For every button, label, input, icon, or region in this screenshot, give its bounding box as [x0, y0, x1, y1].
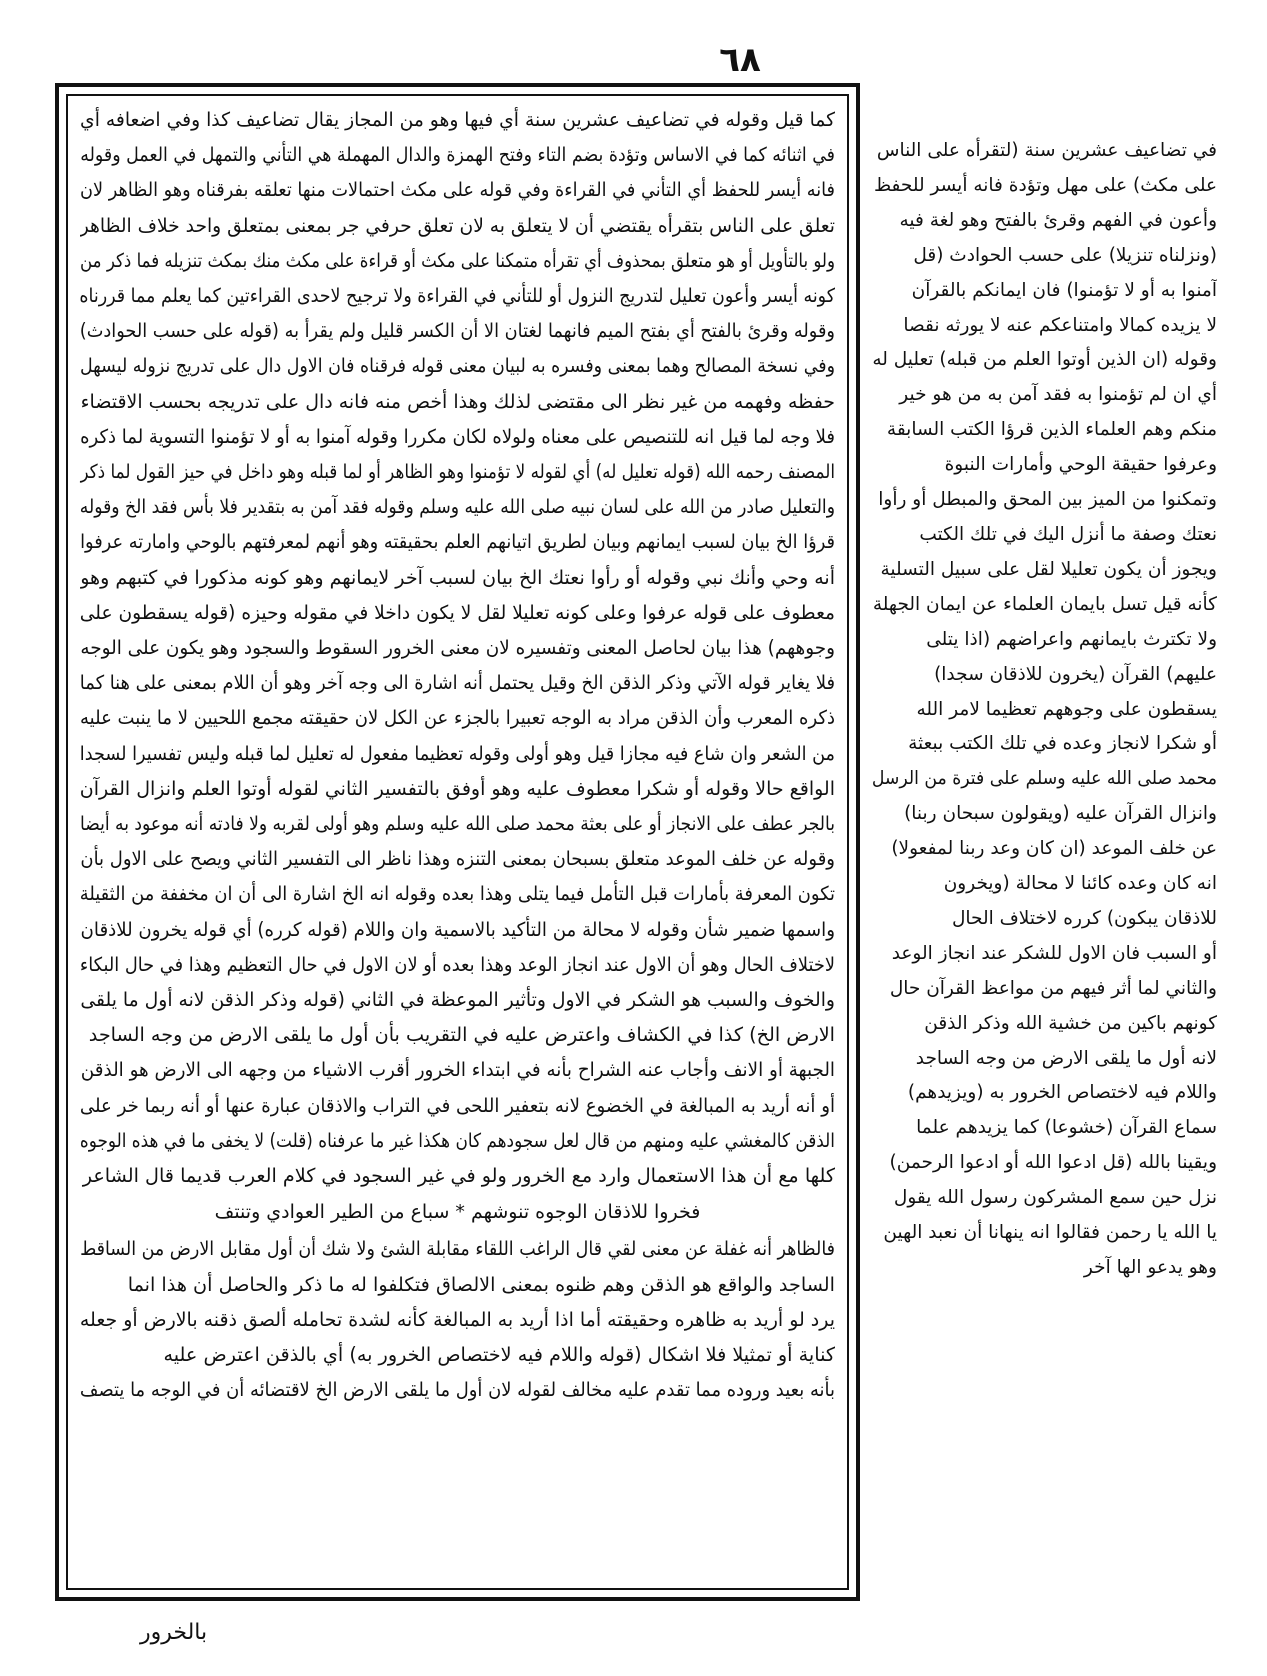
margin-line: واللام فيه لاختصاص الخرور به (ويزيدهم)	[907, 1082, 1217, 1104]
text-line: كونه أيسر وأعون تعليل لتدريج النزول أو للتأني في القراءة ولا ترجيح لاحدى القراءتين كما يعلم مما قررناه	[79, 284, 835, 308]
text-line: يرد لو أريد به ظاهره وحقيقته أما اذا أريد به المبالغة كأنه لشدة تحامله ألصق ذقنه بالارض أو جعله	[80, 1307, 835, 1331]
text-line: الذقن كالمغشي عليه ومنهم من قال لعل سجودهم كان هكذا غير ما عرفناه (قلت) لا يخفى ما في هذه الوجوه	[79, 1128, 835, 1152]
margin-line: والثاني لما أثر فيهم من مواعظ القرآن حال	[889, 977, 1217, 999]
text-line: فالظاهر أنه غفلة عن معنى لقي قال الراغب اللقاء مقابلة الشئ ولا شك أن أول مقابل الارض من الساقط	[80, 1237, 835, 1261]
margin-line: يا الله يا رحمن فقالوا انه ينهانا أن نعبد الهين	[883, 1222, 1217, 1244]
text-line: كما قيل وقوله في تضاعيف عشرين سنة أي فيها وهو من المجاز يقال تضاعيف كذا وفي اضعافه أي	[80, 108, 835, 131]
text-line: الجبهة أو الانف وأجاب عنه الشراح بأنه في ابتداء الخرور أقرب الاشياء من وجهه الى الارض هو الذقن	[80, 1058, 835, 1082]
margin-base-text	[872, 134, 1217, 1464]
text-line: واسمها ضمير شأن وقوله لا محالة من التأكيد بالاسمية وان واللام (قوله كرره) أي قوله يخرون للاذقان	[80, 917, 835, 941]
margin-line: منكم وهم العلماء الذين قرؤا الكتب السابقة	[886, 419, 1217, 441]
text-line: ولو بالتأويل أو هو متعلق بمحذوف أي تقرأه متمكنا على مكث أو قراءة على مكث منك بمكث تنزيله فما ذكر من	[80, 248, 835, 272]
catchword: بالخرور	[140, 1620, 208, 1645]
text-line: وفي نسخة المصالح وهما بمعنى وفسره به لبيان معنى قوله فرقناه فان الاول دال على تدريج نزوله ليسهل	[80, 354, 835, 378]
text-line: وجوههم) هذا بيان لحاصل المعنى وتفسيره لان معنى الخرور السقوط والسجود وهو يكون على الوجه	[80, 636, 835, 660]
margin-line: كونهم باكين من خشية الله وذكر الذقن	[924, 1012, 1217, 1034]
margin-line: عن خلف الموعد (ان كان وعد ربنا لمفعولا)	[891, 838, 1217, 860]
text-line: في اثنائه كما في الاساس وتؤدة بضم التاء وفتح الهمزة والدال المهملة هي التأني والتمهل في العمل وقوله	[80, 143, 835, 167]
margin-line: وانزال القرآن عليه (ويقولون سبحان ربنا)	[904, 803, 1217, 825]
text-line: وقوله وقرئ بالفتح أي بفتح الميم فانهما لغتان الا أن الكسر قليل ولم يقرأ به (قوله على حسب الحوادث)	[80, 319, 835, 343]
margin-line: للاذقان يبكون) كرره لاختلاف الحال	[951, 907, 1217, 929]
margin-line: وتمكنوا من الميز بين المحق والمبطل أو رأوا	[878, 489, 1217, 511]
main-commentary-text-continued	[80, 1231, 835, 1407]
margin-line: كأنه قيل تسل بايمان العلماء عن ايمان الجهلة	[872, 593, 1217, 615]
margin-line: أو السبب فان الاول للشكر عند انجاز الوعد	[891, 942, 1217, 964]
text-line: الارض الخ) كذا في الكشاف واعترض عليه في التقريب بأن أول ما يلقى الارض من وجه الساجد	[88, 1023, 835, 1047]
margin-line: (ونزلناه تنزيلا) على حسب الحوادث (قل	[913, 244, 1217, 266]
text-line: الواقع حالا وقوله أو شكرا معطوف عليه وهو أوفق بالتفسير الثاني لقوله أوتوا العلم وانزال القرآن	[79, 776, 835, 800]
margin-line: ولا تكترث بايمانهم واعراضهم (اذا يتلى	[926, 628, 1217, 650]
margin-line: نزل حين سمع المشركون رسول الله يقول	[893, 1187, 1217, 1209]
margin-line: محمد صلى الله عليه وسلم على فترة من الرسل	[872, 768, 1217, 790]
text-line: فلا يغاير قوله الآتي وذكر الذقن الخ وقيل يحتمل أنه اشارة الى وجه آخر وهو أن اللام بمعنى على هنا كما	[79, 671, 835, 695]
margin-line: آمنوا به أو لا تؤمنوا) فان ايمانكم بالقرآن	[911, 279, 1217, 301]
text-line: الساجد والواقع هو الذقن وهم ظنوه بمعنى الالصاق فتكلفوا له ما ذكر والحاصل أن هذا انما	[127, 1272, 835, 1296]
margin-line: سماع القرآن (خشوعا) كما يزيدهم علما	[916, 1117, 1217, 1139]
text-line: كلها مع أن هذا الاستعمال وارد مع الخرور ولو في غير السجود في كلام العرب قديما قال الشاعر	[82, 1164, 835, 1188]
main-commentary-text	[80, 102, 835, 1193]
text-line: فانه أيسر للحفظ أي التأني في القراءة وفي قوله على مكث احتمالات منها تعلقه بفرقناه وهو الظاهر لان	[80, 178, 835, 202]
margin-line: أو شكرا لانجاز وعده في تلك الكتب ببعثة	[908, 733, 1217, 755]
text-line: والخوف والسبب هو الشكر في الاول وتأثير الموعظة في الثاني (قوله وذكر الذقن لانه أول ما يلقى	[80, 988, 835, 1012]
text-line: كناية أو تمثيلا فلا اشكال (قوله واللام فيه لاختصاص الخرور به) أي بالذقن اعترض عليه	[163, 1342, 835, 1366]
text-line: وقوله عن خلف الموعد متعلق بسبحان بمعنى التنزه وهذا ناظر الى التفسير الثاني ويصح على الاول بأن	[80, 847, 835, 871]
margin-line: لانه أول ما يلقى الارض من وجه الساجد	[915, 1047, 1217, 1069]
margin-line: انه كان وعده كائنا لا محالة (ويخرون	[943, 873, 1217, 895]
margin-line: على مكث) على مهل وتؤدة فانه أيسر للحفظ	[873, 174, 1217, 196]
margin-line: وقوله (ان الذين أوتوا العلم من قبله) تعليل له	[872, 349, 1217, 371]
text-line: تعلق على الناس بتقرأه يقتضي أن لا يتعلق به لان تعلق حرفي جر بمعنى بمتعلق واحد خلاف الظاهر	[79, 213, 835, 237]
page-number: ٦٨	[719, 40, 761, 80]
margin-line: عليهم) القرآن (يخرون للاذقان سجدا)	[934, 663, 1217, 685]
text-line: من الشعر وان شاع فيه مجازا قيل وهو أولى وقوله تعظيما مفعول له تعليل لما قبله وليس تفسيرا لسجدا	[79, 741, 835, 765]
margin-line: في تضاعيف عشرين سنة (لتقرأه على الناس	[876, 140, 1217, 161]
margin-line: لا يزيده كمالا وامتناعكم عنه لا يورثه نقصا	[903, 314, 1217, 336]
text-line: ذكره المعرب وأن الذقن مراد به الوجه تعبيرا بالجزء عن الكل لان حقيقته مجمع اللحيين لا ما ينبت عليه	[80, 706, 835, 730]
text-line: لاختلاف الحال وهو أن الاول عند انجاز الوعد وهذا بعده أو لان الاول في حال التعظيم وهذا في حال البكاء	[80, 952, 835, 976]
margin-line: وهو يدعو الها آخر	[1083, 1257, 1217, 1278]
margin-line: ويقينا بالله (قل ادعوا الله أو ادعوا الرحمن)	[889, 1152, 1217, 1174]
text-line: بالجر عطف على الانجاز أو على بعثة محمد صلى الله عليه وسلم وهو أولى لقربه ولا فادته أنه موعود به أيضا	[80, 812, 835, 836]
poetry-verse: فخروا للاذقان الوجوه تنوشهم * سباع من الطير العوادي وتنتف	[214, 1201, 701, 1224]
text-line: قرؤا الخ بيان لسبب ايمانهم وبيان لطريق اتيانهم العلم بحقيقته وهو أنهم لمعرفتهم بالوحي وامارته عرفوا	[80, 530, 835, 554]
margin-line: وعرفوا حقيقة الوحي وأمارات النبوة	[944, 454, 1217, 476]
text-line: أو أنه أريد به المبالغة في الخضوع لانه بتعفير اللحى في التراب والاذقان عبارة عنها أو أنه ربما خر على	[79, 1093, 835, 1117]
margin-line: ويجوز أن يكون تعليلا لقل على سبيل التسلية	[880, 558, 1217, 580]
text-line: المصنف رحمه الله (قوله تعليل له) أي لقوله لا تؤمنوا وهو الظاهر أو لما قبله وهو داخل في حيز القول لما ذكر	[80, 460, 835, 484]
margin-line: وأعون في الفهم وقرئ بالفتح وهو لغة فيه	[899, 209, 1217, 231]
text-line: تكون المعرفة بأمارات قبل التأمل فيما يتلى وهذا بعده وقوله انه الخ اشارة الى أن ان مخففة من الثقيلة	[79, 882, 835, 906]
text-line: فلا وجه لما قيل انه للتنصيص على معناه ولولاه لكان مكررا وقوله آمنوا به أو لا تؤمنوا التسوية لما ذكره	[80, 424, 835, 448]
text-line: حفظه وفهمه من غير نظر الى مقتضى لذلك وهذا أخص منه فانه دال على تدريجه بحسب الاقتضاء	[80, 389, 835, 413]
margin-line: يسقطون على وجوههم تعظيما لامر الله	[916, 698, 1217, 720]
main-text-frame	[66, 94, 849, 1590]
text-line: والتعليل صادر من الله على لسان نبيه صلى الله عليه وسلم وقوله فقد آمن به بتقدير فلا بأس فقد الخ وقوله	[79, 495, 835, 519]
text-line: بأنه بعيد وروده مما تقدم عليه مخالف لقوله لان أول ما يلقى الارض الخ لاقتضائه أن في الوجه ما يتصف	[80, 1378, 835, 1402]
text-line: معطوف على قوله عرفوا وعلى كونه تعليلا لقل لا يكون داخلا في مقوله وحيزه (قوله يسقطون على	[80, 600, 835, 624]
margin-line: أي ان لم تؤمنوا به فقد آمن به من هو خير	[899, 384, 1217, 406]
text-line: أنه وحي وأنك نبي وقوله أو رأوا نعتك الخ بيان لسبب آخر لايمانهم وهو كونه مذكورا في كتبهم وهو	[80, 565, 835, 589]
margin-line: نعتك وصفة ما أنزل اليك في تلك الكتب	[919, 523, 1217, 545]
